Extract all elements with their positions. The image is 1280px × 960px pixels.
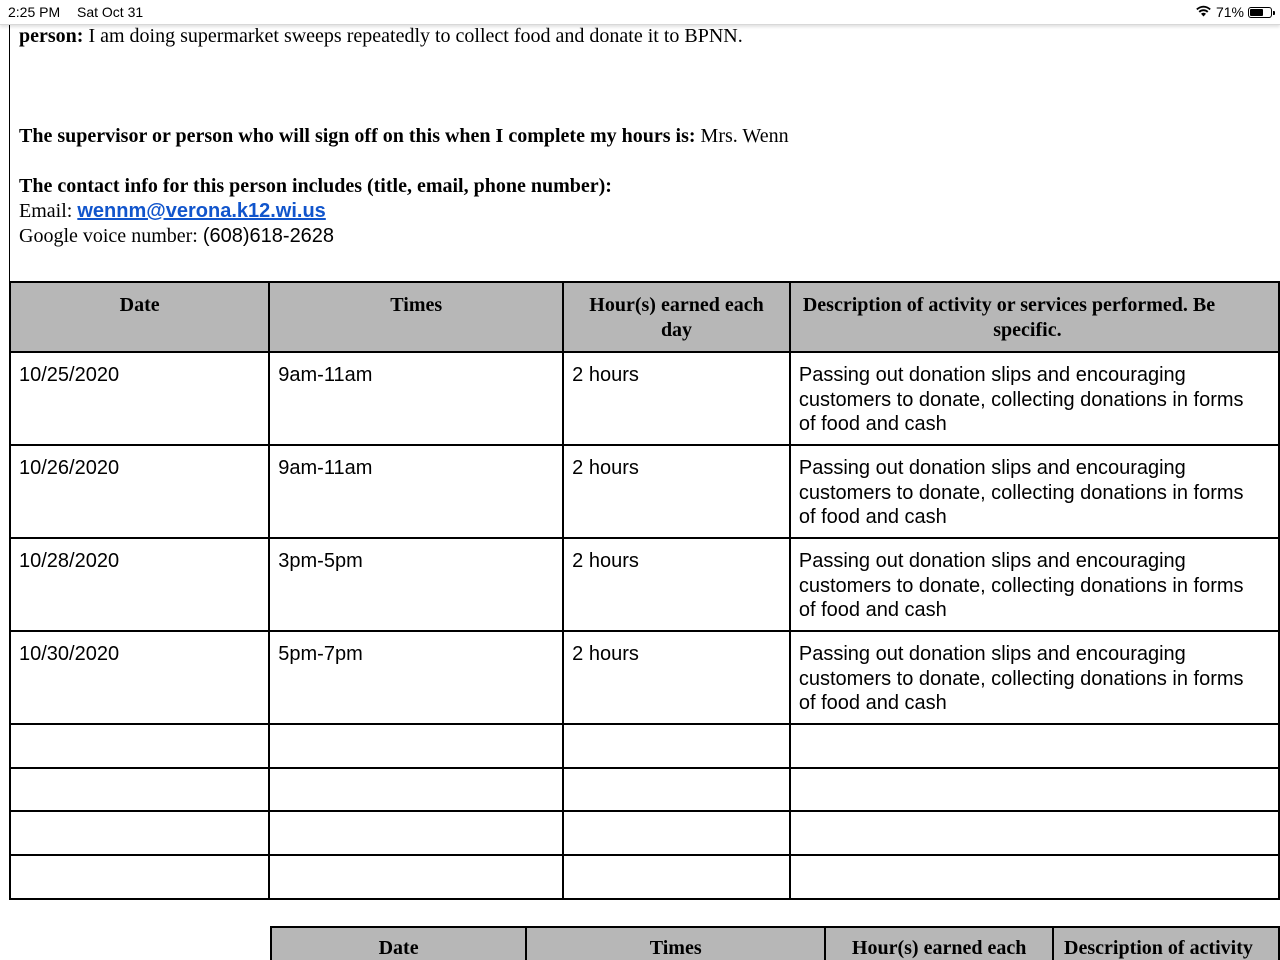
phone-value: (608)618-2628	[202, 225, 335, 247]
empty-cell[interactable]	[790, 724, 1279, 768]
empty-cell[interactable]	[10, 724, 269, 768]
empty-table-row	[10, 724, 1279, 768]
header-hours: Hour(s) earned each day	[563, 282, 790, 352]
header-description: Description of activity or services performed. Be specific.	[790, 282, 1279, 352]
cell-date: 10/28/2020	[10, 538, 269, 631]
email-link[interactable]: wennm@verona.k12.wi.us	[77, 200, 326, 222]
empty-cell[interactable]	[269, 855, 563, 899]
table-header-row	[10, 282, 1279, 352]
table-row	[10, 631, 1279, 724]
cell-description: Passing out donation slips and encouraging customers to donate, collecting donations in forms of food and cash	[790, 538, 1279, 631]
second-header-description: Description of activity	[1053, 927, 1279, 960]
status-date: Sat Oct 31	[77, 4, 144, 20]
cell-hours: 2 hours	[563, 445, 790, 538]
second-table-header-row	[271, 927, 1279, 960]
empty-cell[interactable]	[10, 768, 269, 811]
cell-times: 5pm-7pm	[269, 631, 563, 724]
cell-hours: 2 hours	[563, 631, 790, 724]
second-hours-table	[270, 926, 1280, 960]
empty-table-row	[10, 768, 1279, 811]
empty-cell[interactable]	[790, 768, 1279, 811]
empty-cell[interactable]	[269, 724, 563, 768]
empty-cell[interactable]	[790, 811, 1279, 855]
cell-hours: 2 hours	[563, 352, 790, 445]
battery-icon	[1248, 7, 1272, 18]
status-bar	[0, 0, 1280, 25]
empty-cell[interactable]	[563, 724, 790, 768]
supervisor-label: The supervisor or person who will sign off on this when I complete my hours is:	[19, 125, 696, 147]
header-times: Times	[269, 282, 563, 352]
empty-cell[interactable]	[563, 855, 790, 899]
cell-date: 10/25/2020	[10, 352, 269, 445]
cell-description: Passing out donation slips and encouraging customers to donate, collecting donations in forms of food and cash	[790, 352, 1279, 445]
cell-date: 10/30/2020	[10, 631, 269, 724]
wifi-icon	[1195, 4, 1212, 20]
empty-table-row	[10, 811, 1279, 855]
cell-description: Passing out donation slips and encouraging customers to donate, collecting donations in forms of food and cash	[790, 631, 1279, 724]
table-row	[10, 445, 1279, 538]
empty-cell[interactable]	[269, 768, 563, 811]
contact-label: The contact info for this person includes (title, email, phone number):	[19, 175, 612, 197]
header-date: Date	[10, 282, 269, 352]
second-header-times: Times	[526, 927, 825, 960]
cell-description: Passing out donation slips and encouraging customers to donate, collecting donations in forms of food and cash	[790, 445, 1279, 538]
activity-text: I am doing supermarket sweeps repeatedly to collect food and donate it to BPNN.	[83, 25, 743, 47]
empty-cell[interactable]	[563, 768, 790, 811]
status-indicators	[1195, 4, 1272, 20]
empty-cell[interactable]	[10, 855, 269, 899]
supervisor-value: Mrs. Wenn	[695, 125, 789, 147]
battery-fill	[1250, 9, 1263, 16]
empty-table-row	[10, 855, 1279, 899]
table-row	[10, 538, 1279, 631]
cell-times: 9am-11am	[269, 445, 563, 538]
document-left-border	[9, 24, 10, 282]
hours-log-table	[9, 281, 1280, 900]
table-row	[10, 352, 1279, 445]
empty-cell[interactable]	[10, 811, 269, 855]
activity-description	[19, 24, 743, 49]
contact-heading	[19, 174, 612, 199]
empty-cell[interactable]	[269, 811, 563, 855]
cell-times: 3pm-5pm	[269, 538, 563, 631]
email-line	[19, 199, 326, 224]
cell-date: 10/26/2020	[10, 445, 269, 538]
status-time: 2:25 PM	[8, 4, 61, 20]
activity-label: person:	[19, 25, 84, 47]
empty-cell[interactable]	[563, 811, 790, 855]
empty-cell[interactable]	[790, 855, 1279, 899]
cell-hours: 2 hours	[563, 538, 790, 631]
phone-label: Google voice number:	[19, 225, 203, 247]
phone-line	[19, 224, 334, 249]
supervisor-line	[19, 124, 789, 149]
second-header-date: Date	[271, 927, 526, 960]
cell-times: 9am-11am	[269, 352, 563, 445]
second-header-hours: Hour(s) earned each	[825, 927, 1053, 960]
email-label: Email:	[19, 200, 78, 222]
battery-percent: 71%	[1215, 4, 1244, 20]
